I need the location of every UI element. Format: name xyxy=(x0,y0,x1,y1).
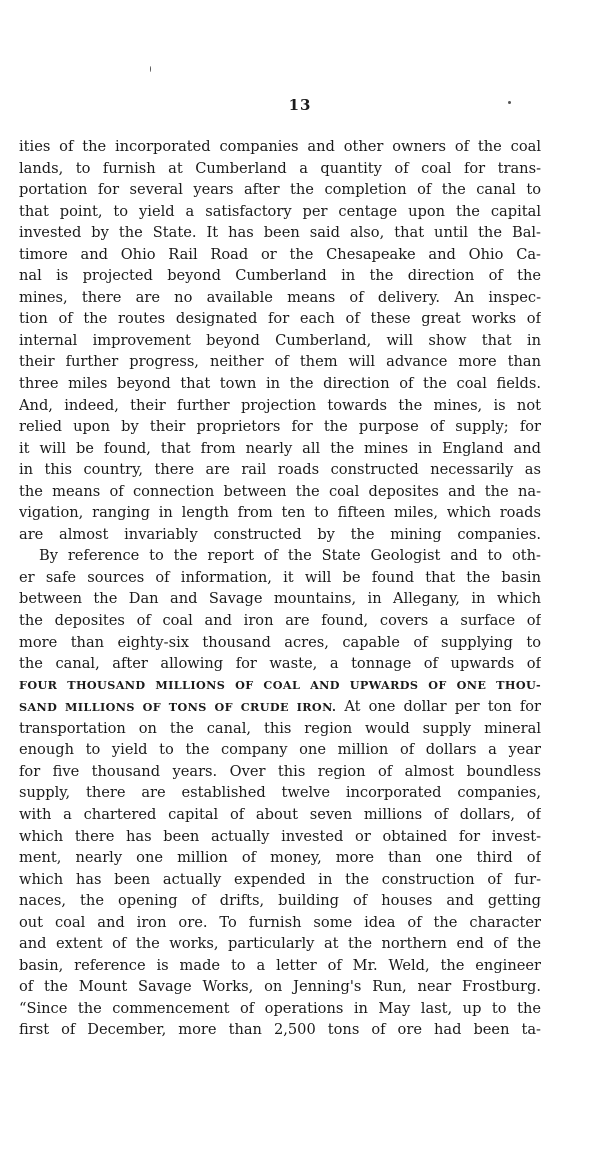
text-line: lands, to furnish at Cumberland a quantity of coal for trans- xyxy=(19,159,541,177)
text-line: more than eighty-six thousand acres, capable of supplying to xyxy=(19,633,541,651)
text-line: the means of connection between the coal deposites and the na- xyxy=(19,482,541,500)
text-line: the canal, after allowing for waste, a tonnage of upwards of xyxy=(19,655,541,673)
text-line: supply, there are established twelve incorporated companies, xyxy=(19,784,541,802)
text-line: enough to yield to the company one million of dollars a year xyxy=(19,741,541,759)
text-line: first of December, more than 2,500 tons of ore had been ta- xyxy=(19,1021,541,1039)
text-line: of the Mount Savage Works, on Jenning's Run, near Frostburg. xyxy=(19,978,541,996)
text-line: invested by the State. It has been said also, that until the Bal- xyxy=(19,224,541,242)
page-number: 13 xyxy=(288,96,312,114)
text-line: tion of the routes designated for each of these great works of xyxy=(19,310,541,328)
text-line: naces, the opening of drifts, building of houses and getting xyxy=(19,892,541,910)
text-line: with a chartered capital of about seven millions of dollars, of xyxy=(19,805,541,823)
text-line: which has been actually expended in the construction of fur- xyxy=(19,870,541,888)
text-line: timore and Ohio Rail Road or the Chesapeake and Ohio Ca- xyxy=(19,245,541,263)
text-run: At one dollar per ton for xyxy=(344,698,541,716)
text-line: er safe sources of information, it will be found that the basin xyxy=(19,568,541,586)
text-line: are almost invariably constructed by the mining companies. xyxy=(19,525,541,543)
small-caps-run: SAND MILLIONS OF TONS OF CRUDE IRON. xyxy=(19,700,337,715)
text-line: ment, nearly one million of money, more than one third of xyxy=(19,849,541,867)
text-line: And, indeed, their further projection towards the mines, is not xyxy=(19,396,541,414)
text-line: relied upon by their proprietors for the purpose of supply; for xyxy=(19,418,541,436)
text-line: “Since the commencement of operations in May last, up to the xyxy=(19,999,541,1017)
text-line: the deposites of coal and iron are found, covers a surface of xyxy=(19,612,541,630)
text-line: nal is projected beyond Cumberland in the direction of the xyxy=(19,267,541,285)
scan-speck xyxy=(150,66,151,72)
text-line: their further progress, neither of them will advance more than xyxy=(19,353,541,371)
mixed-caps-line xyxy=(19,696,541,718)
small-caps-line: FOUR THOUSAND MILLIONS OF COAL AND UPWARDS OF ONE THOU- xyxy=(19,677,541,692)
paragraph-start-line: By reference to the report of the State Geologist and to oth- xyxy=(39,547,541,565)
text-line: and extent of the works, particularly at the northern end of the xyxy=(19,935,541,953)
text-line: for five thousand years. Over this region of almost boundless xyxy=(19,762,541,780)
text-line: which there has been actually invested or obtained for invest- xyxy=(19,827,541,845)
text-line: three miles beyond that town in the direction of the coal fields. xyxy=(19,375,541,393)
text-line: basin, reference is made to a letter of Mr. Weld, the engineer xyxy=(19,956,541,974)
text-line: portation for several years after the completion of the canal to xyxy=(19,181,541,199)
text-line: ities of the incorporated companies and other owners of the coal xyxy=(19,138,541,155)
text-line: out coal and iron ore. To furnish some idea of the character xyxy=(19,913,541,931)
text-line: transportation on the canal, this region would supply mineral xyxy=(19,719,541,737)
body-text xyxy=(19,136,541,1041)
text-line: mines, there are no available means of delivery. An inspec- xyxy=(19,288,541,306)
text-line: vigation, ranging in length from ten to fifteen miles, which roads xyxy=(19,504,541,522)
text-line: internal improvement beyond Cumberland, will show that in xyxy=(19,331,541,349)
text-line: it will be found, that from nearly all the mines in England and xyxy=(19,439,541,457)
text-line: in this country, there are rail roads constructed necessarily as xyxy=(19,461,541,479)
text-line: between the Dan and Savage mountains, in Allegany, in which xyxy=(19,590,541,608)
text-line: that point, to yield a satisfactory per centage upon the capital xyxy=(19,202,541,220)
